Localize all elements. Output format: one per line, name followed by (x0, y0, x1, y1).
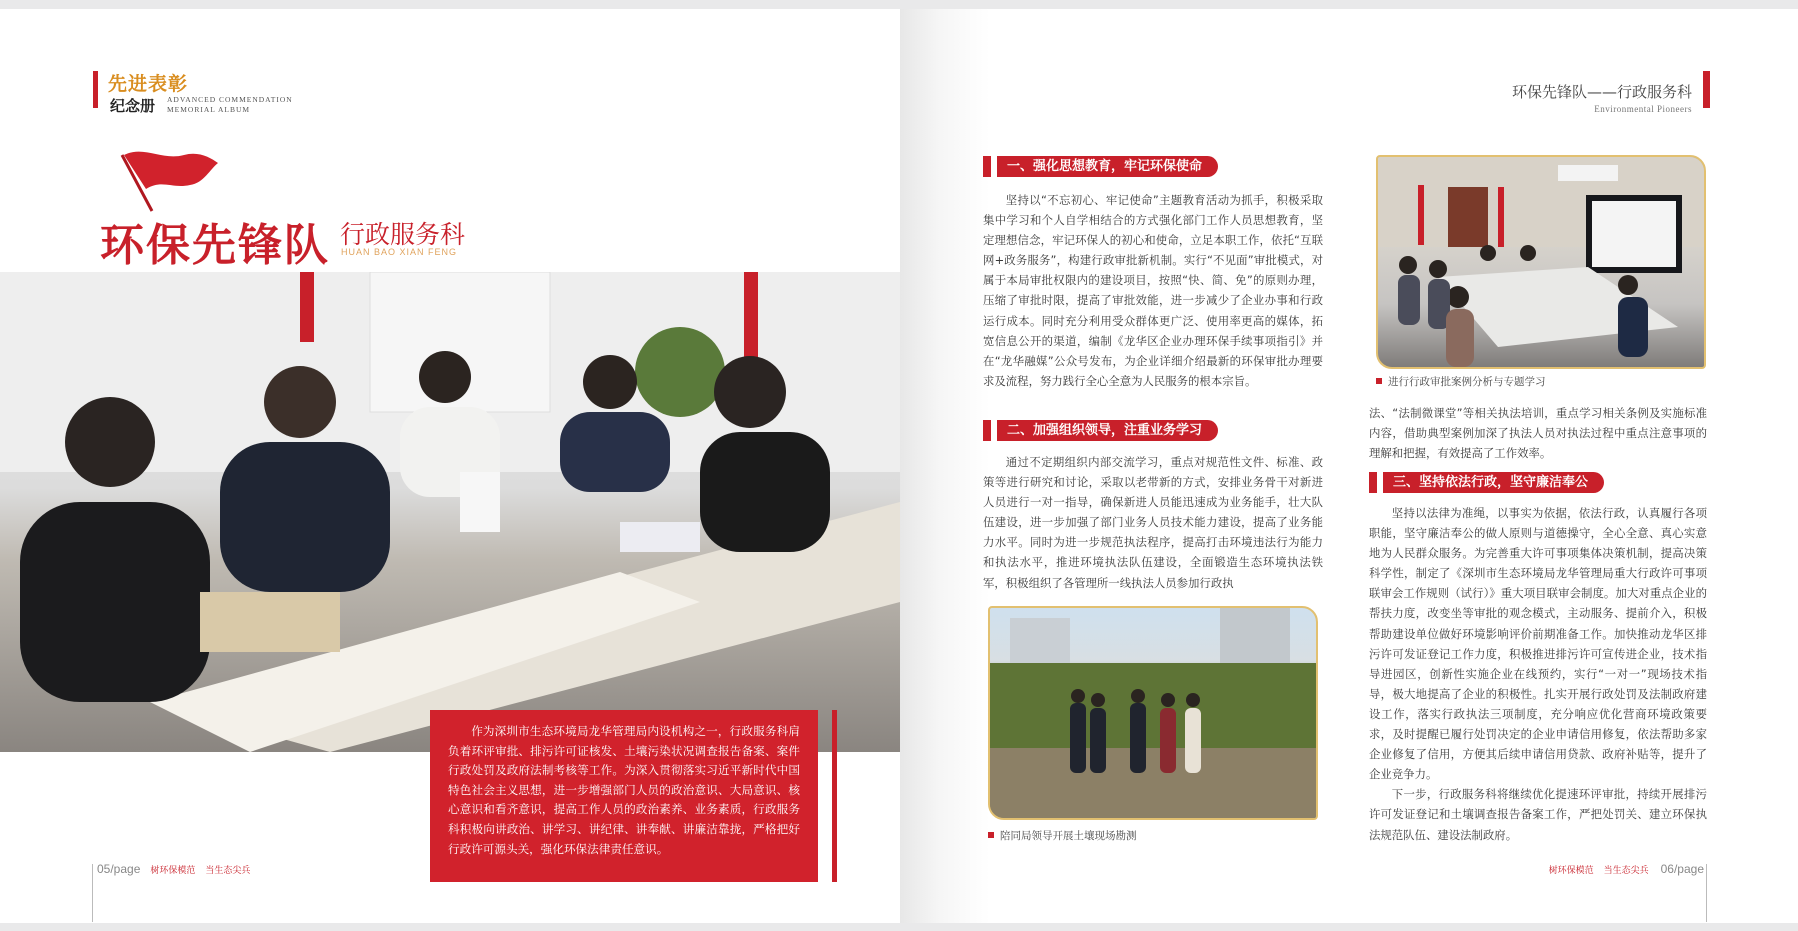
field-survey-photo (988, 606, 1318, 820)
meeting-photo (0, 272, 900, 752)
meeting-photo-illustration (0, 272, 900, 752)
album-english (167, 95, 293, 115)
paragraph: 法、“法制微课堂”等相关执法培训，重点学习相关条例及实施标准内容，借助典型案例加深了执法人员对执法过程中重点注意事项的理解和把握，有效提高了工作效率。 (1369, 406, 1707, 461)
footer-tag: 当生态尖兵 (205, 866, 251, 876)
caption-marker (1376, 378, 1382, 384)
photo-caption-1 (1376, 374, 1546, 389)
title-english: HUAN BAO XIAN FENG (341, 247, 458, 257)
footer-divider (92, 864, 93, 922)
section-2-continued (1369, 403, 1707, 463)
caption-accent-bar (832, 710, 837, 882)
right-header-title: 环保先锋队——行政服务科 (1511, 83, 1692, 101)
right-header-english: Environmental Pioneers (1594, 104, 1692, 114)
section-heading-text: 三、坚持依法行政，坚守廉洁奉公 (1383, 472, 1604, 493)
photo-caption-2 (988, 828, 1137, 843)
section-3-body (1369, 503, 1707, 845)
right-header-accent-bar (1703, 71, 1710, 108)
page-number: 06/page (1660, 862, 1704, 876)
paragraph: 坚持以法律为准绳，以事实为依据，依法行政，认真履行各项职能，坚守廉洁奉公的做人原则与道德操守，全心全意、真心实意地为人民群众服务。为完善重大许可事项集体决策机制，提高决策科学性，制定了《深圳市生态环境局龙华管理局重大行政许可事项联审会工作规则（试行）》重大项目联审会制度。加大对重点企业的帮扶力度，改变坐等审批的观念模式，主动服务、提前介入，积极帮助建设单位做好环境影响评价前期准备工作。加快推动龙华区排污许可发证登记工作力度，积极推进排污许可宣传进企业，技术指导进园区，创新性实施企业在线预约，实行“一对一”现场技术指导，极大地提高了企业的积极性。扎实开展行政处罚及法制政府建设工作，落实行政执法三项制度，充分响应优化营商环境政策要求，及时提醒已履行处罚决定的企业申请信用修复，依法帮助多家企业修复了信用，方便其后续申请信用贷款、政府补贴等，提升了企业竞争力。 (1369, 506, 1707, 782)
intro-text-box (430, 710, 818, 882)
album-title: 先进表彰 (108, 73, 189, 95)
footer-divider (1706, 864, 1707, 922)
section-marker (983, 420, 991, 441)
section-marker (1369, 472, 1377, 493)
section-2-body (983, 452, 1323, 593)
paragraph: 通过不定期组织内部交流学习，重点对规范性文件、标准、政策等进行研究和讨论，采取以老带新的方式，安排业务骨干对新进人员进行一对一指导，确保新进人员能迅速成为业务能手，壮大队伍建设，进一步加强了部门业务人员技术能力建设，提高了业务能力水平。同时为进一步规范执法程序，提高打击环境违法行为能力和执法水平，推进环境执法队伍建设，全面锻造生态环境执法铁军，积极组织了各管理所一线执法人员参加行政执 (983, 455, 1323, 590)
caption-marker (988, 832, 994, 838)
section-heading-text: 一、强化思想教育，牢记环保使命 (997, 156, 1218, 177)
header-accent-bar (93, 71, 98, 108)
section-1-body (983, 190, 1323, 391)
page-title: 环保先锋队 (100, 220, 330, 271)
study-meeting-photo (1376, 155, 1706, 369)
footer-tag: 树环保模范 (150, 866, 196, 876)
field-survey-illustration (990, 608, 1316, 818)
caption-text: 陪同局领导开展土壤现场勘测 (1000, 830, 1137, 842)
section-heading-text: 二、加强组织领导，注重业务学习 (997, 420, 1218, 441)
caption-text: 进行行政审批案例分析与专题学习 (1388, 376, 1546, 388)
page-number: 05/page (97, 862, 141, 876)
left-page (0, 9, 900, 923)
left-footer (97, 862, 250, 876)
paragraph: 坚持以“不忘初心、牢记使命”主题教育活动为抓手，积极采取集中学习和个人自学相结合的方式强化部门工作人员思想教育，坚定理想信念，牢记环保人的初心和使命，立足本职工作，依托“互联网+政务服务”，构建行政审批新机制。实行“不见面”审批模式，对属于本局审批权限内的建设项目，按照“快、简、免”的原则办理，压缩了审批时限，提高了审批效能，进一步减少了企业办事和行政运行成本。同时充分利用受众群体更广泛、使用率更高的媒体，拓宽信息公开的渠道，编制《龙华区企业办理环保手续事项指引》并在“龙华融媒”公众号发布，为企业详细介绍最新的环保审批办理要求及流程，努力践行全心全意为人民服务的根本宗旨。 (983, 193, 1323, 388)
album-english-line1: ADVANCED COMMENDATION (167, 95, 293, 104)
department-title: 行政服务科 (340, 220, 466, 249)
magazine-spread (0, 9, 1798, 923)
right-footer (1549, 862, 1704, 876)
album-english-line2: MEMORIAL ALBUM (167, 105, 251, 114)
album-subtitle: 纪念册 (110, 97, 156, 115)
footer-tag: 树环保模范 (1548, 866, 1594, 876)
footer-tag: 当生态尖兵 (1603, 866, 1649, 876)
intro-text: 作为深圳市生态环境局龙华管理局内设机构之一，行政服务科肩负着环评审批、排污许可证核发、土壤污染状况调查报告备案、案件行政处罚及政府法制考核等工作。为深入贯彻落实习近平新时代中国特色社会主义思想，进一步增强部门人员的政治意识、大局意识、核心意识和看齐意识，提高工作人员的政治素养、业务素质，行政服务科积极向讲政治、讲学习、讲纪律、讲奉献、讲廉洁靠拢，严格把好行政许可源头关，强化环保法律责任意识。 (448, 724, 800, 856)
study-meeting-illustration (1378, 157, 1704, 367)
paragraph: 下一步，行政服务科将继续优化提速环评审批，持续开展排污许可发证登记和土壤调查报告备案工作，严把处罚关、建立环保执法规范队伍、建设法制政府。 (1369, 787, 1707, 842)
section-marker (983, 156, 991, 177)
red-flag-icon (118, 149, 222, 215)
